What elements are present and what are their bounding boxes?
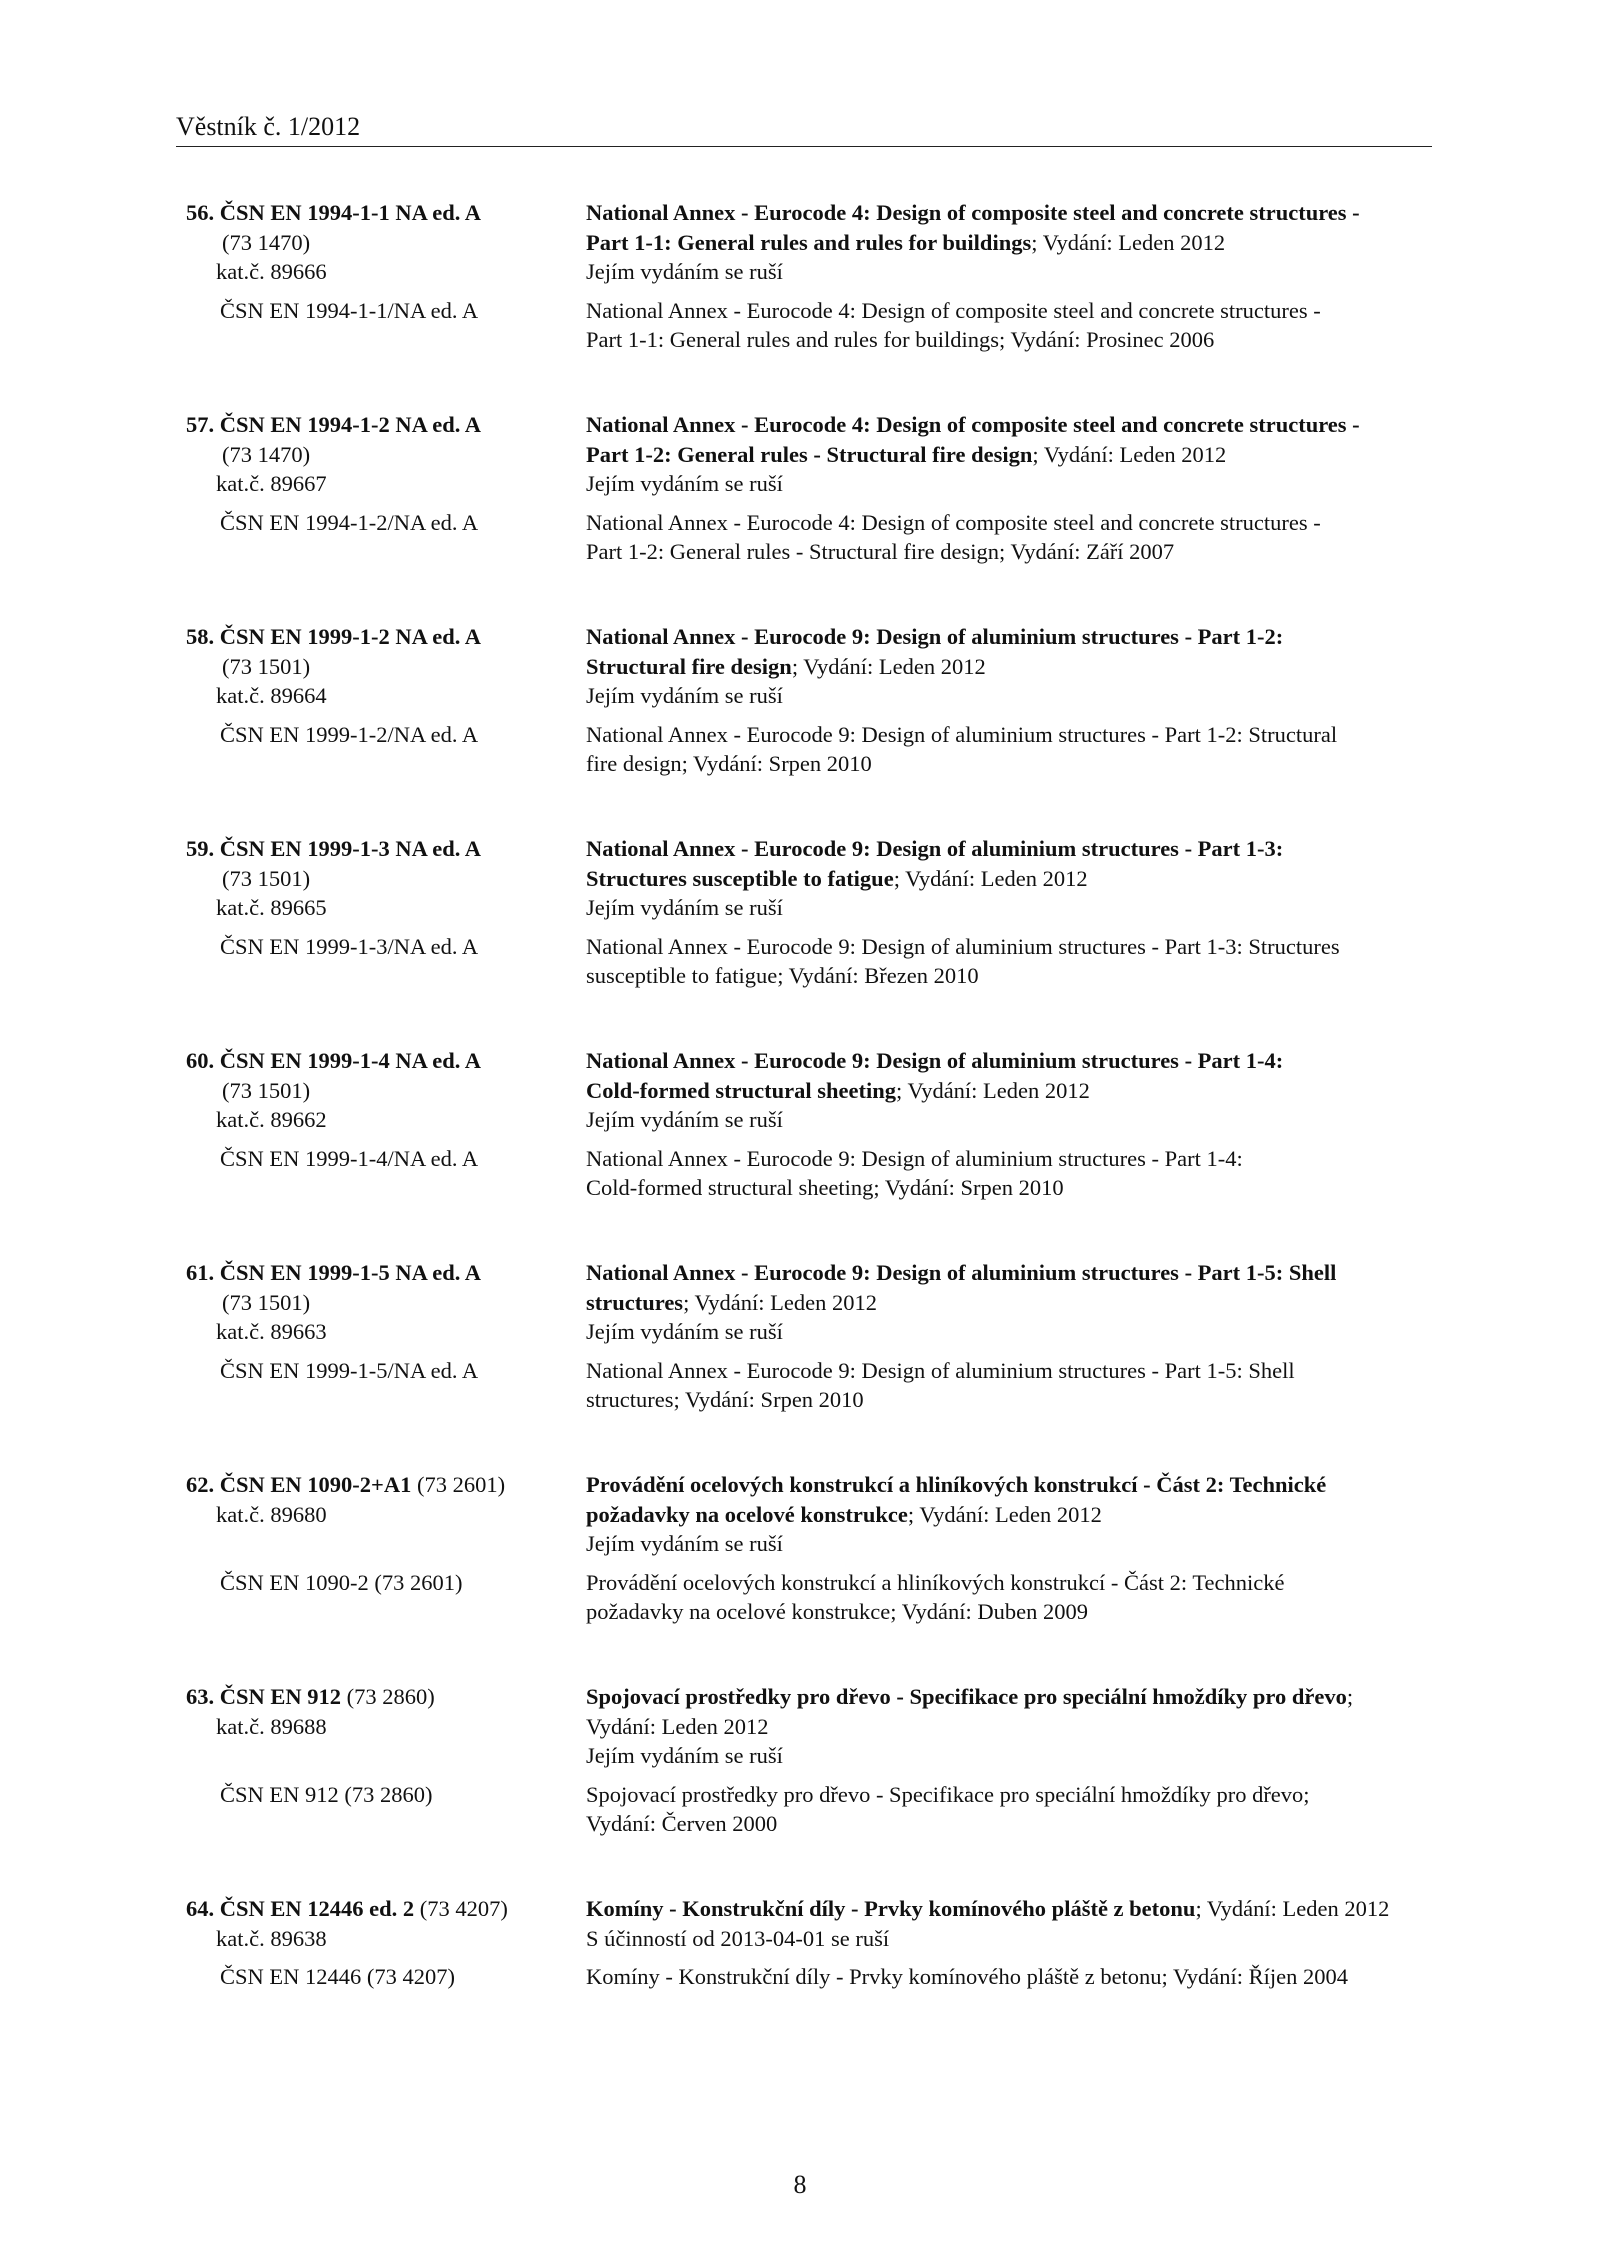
catalog-number: kat.č. 89662: [216, 1107, 327, 1132]
catalog-number: kat.č. 89664: [216, 683, 327, 708]
new-title: Part 1-1: General rules and rules for buildings: [586, 229, 1032, 255]
cancellation-note: Jejím vydáním se ruší: [586, 1531, 783, 1556]
entry-details: [586, 622, 1436, 779]
classification-code: (73 1470): [222, 229, 311, 255]
replaced-title: National Annex - Eurocode 4: Design of composite steel and concrete structures -: [586, 297, 1321, 323]
cancellation-note: Jejím vydáním se ruší: [586, 471, 783, 496]
classification-code: (73 2601): [416, 1472, 506, 1497]
replaced-title: National Annex - Eurocode 4: Design of composite steel and concrete structures -: [586, 509, 1321, 535]
classification-code: (73 1501): [222, 865, 311, 891]
journal-header: Věstník č. 1/2012: [176, 112, 361, 141]
new-title: National Annex - Eurocode 9: Design of aluminium structures - Part 1-5: Shell: [586, 1260, 1337, 1285]
cancellation-note: Jejím vydáním se ruší: [586, 1107, 783, 1132]
standard-designation: ČSN EN 912: [219, 1684, 342, 1709]
entry-number: 61.: [186, 1260, 215, 1285]
entry-identifiers: [186, 1470, 566, 1597]
entry-details: [586, 410, 1436, 567]
entry-details: [586, 1258, 1436, 1415]
new-title: National Annex - Eurocode 9: Design of aluminium structures - Part 1-2:: [586, 624, 1284, 649]
issue-date: Vydání: Leden 2012: [586, 1713, 769, 1739]
new-title: structures: [586, 1289, 684, 1315]
issue-date: ; Vydání: Leden 2012: [1032, 441, 1227, 467]
entry-number: 62.: [186, 1472, 215, 1497]
new-title: Provádění ocelových konstrukcí a hliníkových konstrukcí - Část 2: Technické: [586, 1472, 1327, 1497]
issue-date: ; Vydání: Leden 2012: [893, 865, 1088, 891]
replaced-title: Part 1-2: General rules - Structural fire design; Vydání: Září 2007: [586, 539, 1175, 564]
classification-code: (73 1501): [222, 653, 311, 679]
catalog-number: kat.č. 89667: [216, 471, 327, 496]
entry-details: [586, 198, 1436, 355]
new-title: Cold-formed structural sheeting: [586, 1077, 896, 1103]
replaced-title: Komíny - Konstrukční díly - Prvky komínového pláště z betonu; Vydání: Říjen 2004: [586, 1964, 1349, 1989]
classification-code: (73 1501): [222, 1077, 311, 1103]
standard-designation: ČSN EN 1999-1-5 NA ed. A: [219, 1260, 482, 1285]
replaced-standard: ČSN EN 12446 (73 4207): [220, 1964, 455, 1989]
new-title: National Annex - Eurocode 9: Design of aluminium structures - Part 1-4:: [586, 1048, 1284, 1073]
classification-code: (73 1470): [222, 441, 311, 467]
entry-identifiers: [186, 622, 566, 749]
standard-designation: ČSN EN 1994-1-1 NA ed. A: [219, 200, 482, 225]
cancellation-note: Jejím vydáním se ruší: [586, 895, 783, 920]
standard-designation: ČSN EN 1999-1-2 NA ed. A: [219, 624, 482, 649]
entry-details: [586, 1470, 1436, 1627]
catalog-number: kat.č. 89638: [216, 1925, 327, 1951]
entry-number: 57.: [186, 412, 215, 437]
title-separator: ;: [1346, 1684, 1354, 1709]
new-title: National Annex - Eurocode 4: Design of composite steel and concrete structures -: [586, 200, 1360, 225]
replaced-title: National Annex - Eurocode 9: Design of aluminium structures - Part 1-3: Structures: [586, 933, 1340, 959]
new-title: National Annex - Eurocode 9: Design of aluminium structures - Part 1-3:: [586, 836, 1284, 861]
standard-designation: ČSN EN 1999-1-4 NA ed. A: [219, 1048, 482, 1073]
entry-number: 58.: [186, 624, 215, 649]
catalog-number: kat.č. 89666: [216, 259, 327, 284]
cancellation-note: Jejím vydáním se ruší: [586, 259, 783, 284]
replaced-title: Spojovací prostředky pro dřevo - Specifikace pro speciální hmoždíky pro dřevo;: [586, 1781, 1310, 1807]
new-title: požadavky na ocelové konstrukce: [586, 1501, 908, 1527]
classification-code: (73 1501): [222, 1289, 311, 1315]
issue-date: ; Vydání: Leden 2012: [1195, 1896, 1390, 1921]
replaced-title: National Annex - Eurocode 9: Design of aluminium structures - Part 1-5: Shell: [586, 1357, 1295, 1383]
entry-identifiers: [186, 1258, 566, 1385]
catalog-number: kat.č. 89680: [216, 1501, 327, 1527]
replaced-title: požadavky na ocelové konstrukce; Vydání: Duben 2009: [586, 1599, 1088, 1624]
cancellation-note: Jejím vydáním se ruší: [586, 683, 783, 708]
entry-number: 56.: [186, 200, 215, 225]
replaced-standard: ČSN EN 1994-1-1/NA ed. A: [220, 297, 479, 323]
new-title: Structural fire design: [586, 653, 792, 679]
entry-details: [586, 1046, 1436, 1203]
entry-identifiers: [186, 1046, 566, 1173]
new-title: Komíny - Konstrukční díly - Prvky komínového pláště z betonu: [586, 1896, 1196, 1921]
replaced-standard: ČSN EN 1999-1-4/NA ed. A: [220, 1145, 479, 1171]
issue-date: ; Vydání: Leden 2012: [907, 1501, 1102, 1527]
entry-number: 60.: [186, 1048, 215, 1073]
entry-details: [586, 1682, 1436, 1839]
entry-identifiers: [186, 1894, 566, 1992]
cancellation-note: S účinností od 2013-04-01 se ruší: [586, 1925, 890, 1951]
entry-number: 63.: [186, 1684, 215, 1709]
replaced-title: Part 1-1: General rules and rules for buildings; Vydání: Prosinec 2006: [586, 327, 1215, 352]
replaced-title: fire design; Vydání: Srpen 2010: [586, 751, 872, 776]
issue-date: ; Vydání: Leden 2012: [1031, 229, 1226, 255]
cancellation-note: Jejím vydáním se ruší: [586, 1319, 783, 1344]
issue-date: ; Vydání: Leden 2012: [895, 1077, 1090, 1103]
page-number: 8: [793, 2170, 807, 2199]
classification-code: (73 2860): [346, 1684, 435, 1709]
replaced-standard: ČSN EN 1090-2 (73 2601): [220, 1569, 463, 1595]
new-title: National Annex - Eurocode 4: Design of composite steel and concrete structures -: [586, 412, 1360, 437]
new-title: Spojovací prostředky pro dřevo - Specifikace pro speciální hmoždíky pro dřevo: [586, 1684, 1347, 1709]
standard-designation: ČSN EN 1994-1-2 NA ed. A: [219, 412, 482, 437]
replaced-standard: ČSN EN 1999-1-5/NA ed. A: [220, 1357, 479, 1383]
standard-designation: ČSN EN 1999-1-3 NA ed. A: [219, 836, 482, 861]
replaced-title: structures; Vydání: Srpen 2010: [586, 1387, 864, 1412]
entry-identifiers: [186, 198, 566, 325]
entry-details: [586, 834, 1436, 991]
replaced-title: National Annex - Eurocode 9: Design of aluminium structures - Part 1-2: Structural: [586, 721, 1338, 747]
issue-date: ; Vydání: Leden 2012: [683, 1289, 878, 1315]
catalog-number: kat.č. 89688: [216, 1713, 327, 1739]
replaced-title: Cold-formed structural sheeting; Vydání: Srpen 2010: [586, 1175, 1064, 1200]
replaced-title: National Annex - Eurocode 9: Design of aluminium structures - Part 1-4:: [586, 1145, 1243, 1171]
cancellation-note: Jejím vydáním se ruší: [586, 1743, 783, 1768]
replaced-title: Vydání: Červen 2000: [586, 1811, 778, 1836]
catalog-number: kat.č. 89665: [216, 895, 327, 920]
replaced-standard: ČSN EN 1994-1-2/NA ed. A: [220, 509, 479, 535]
replaced-standard: ČSN EN 1999-1-3/NA ed. A: [220, 933, 479, 959]
standard-designation: ČSN EN 12446 ed. 2: [219, 1896, 415, 1921]
replaced-title: Provádění ocelových konstrukcí a hliníkových konstrukcí - Část 2: Technické: [586, 1569, 1285, 1595]
entry-identifiers: [186, 410, 566, 537]
entry-details: [586, 1894, 1436, 1992]
catalog-number: kat.č. 89663: [216, 1319, 327, 1344]
replaced-standard: ČSN EN 1999-1-2/NA ed. A: [220, 721, 479, 747]
standard-designation: ČSN EN 1090-2+A1: [219, 1472, 412, 1497]
entry-identifiers: [186, 834, 566, 961]
new-title: Structures susceptible to fatigue: [586, 865, 894, 891]
replaced-standard: ČSN EN 912 (73 2860): [220, 1781, 433, 1807]
classification-code: (73 4207): [419, 1896, 508, 1921]
issue-date: ; Vydání: Leden 2012: [791, 653, 986, 679]
entry-number: 59.: [186, 836, 215, 861]
entry-number: 64.: [186, 1896, 215, 1921]
replaced-title: susceptible to fatigue; Vydání: Březen 2010: [586, 963, 979, 988]
entry-identifiers: [186, 1682, 566, 1809]
header-divider: [176, 146, 1432, 147]
new-title: Part 1-2: General rules - Structural fire design: [586, 441, 1033, 467]
